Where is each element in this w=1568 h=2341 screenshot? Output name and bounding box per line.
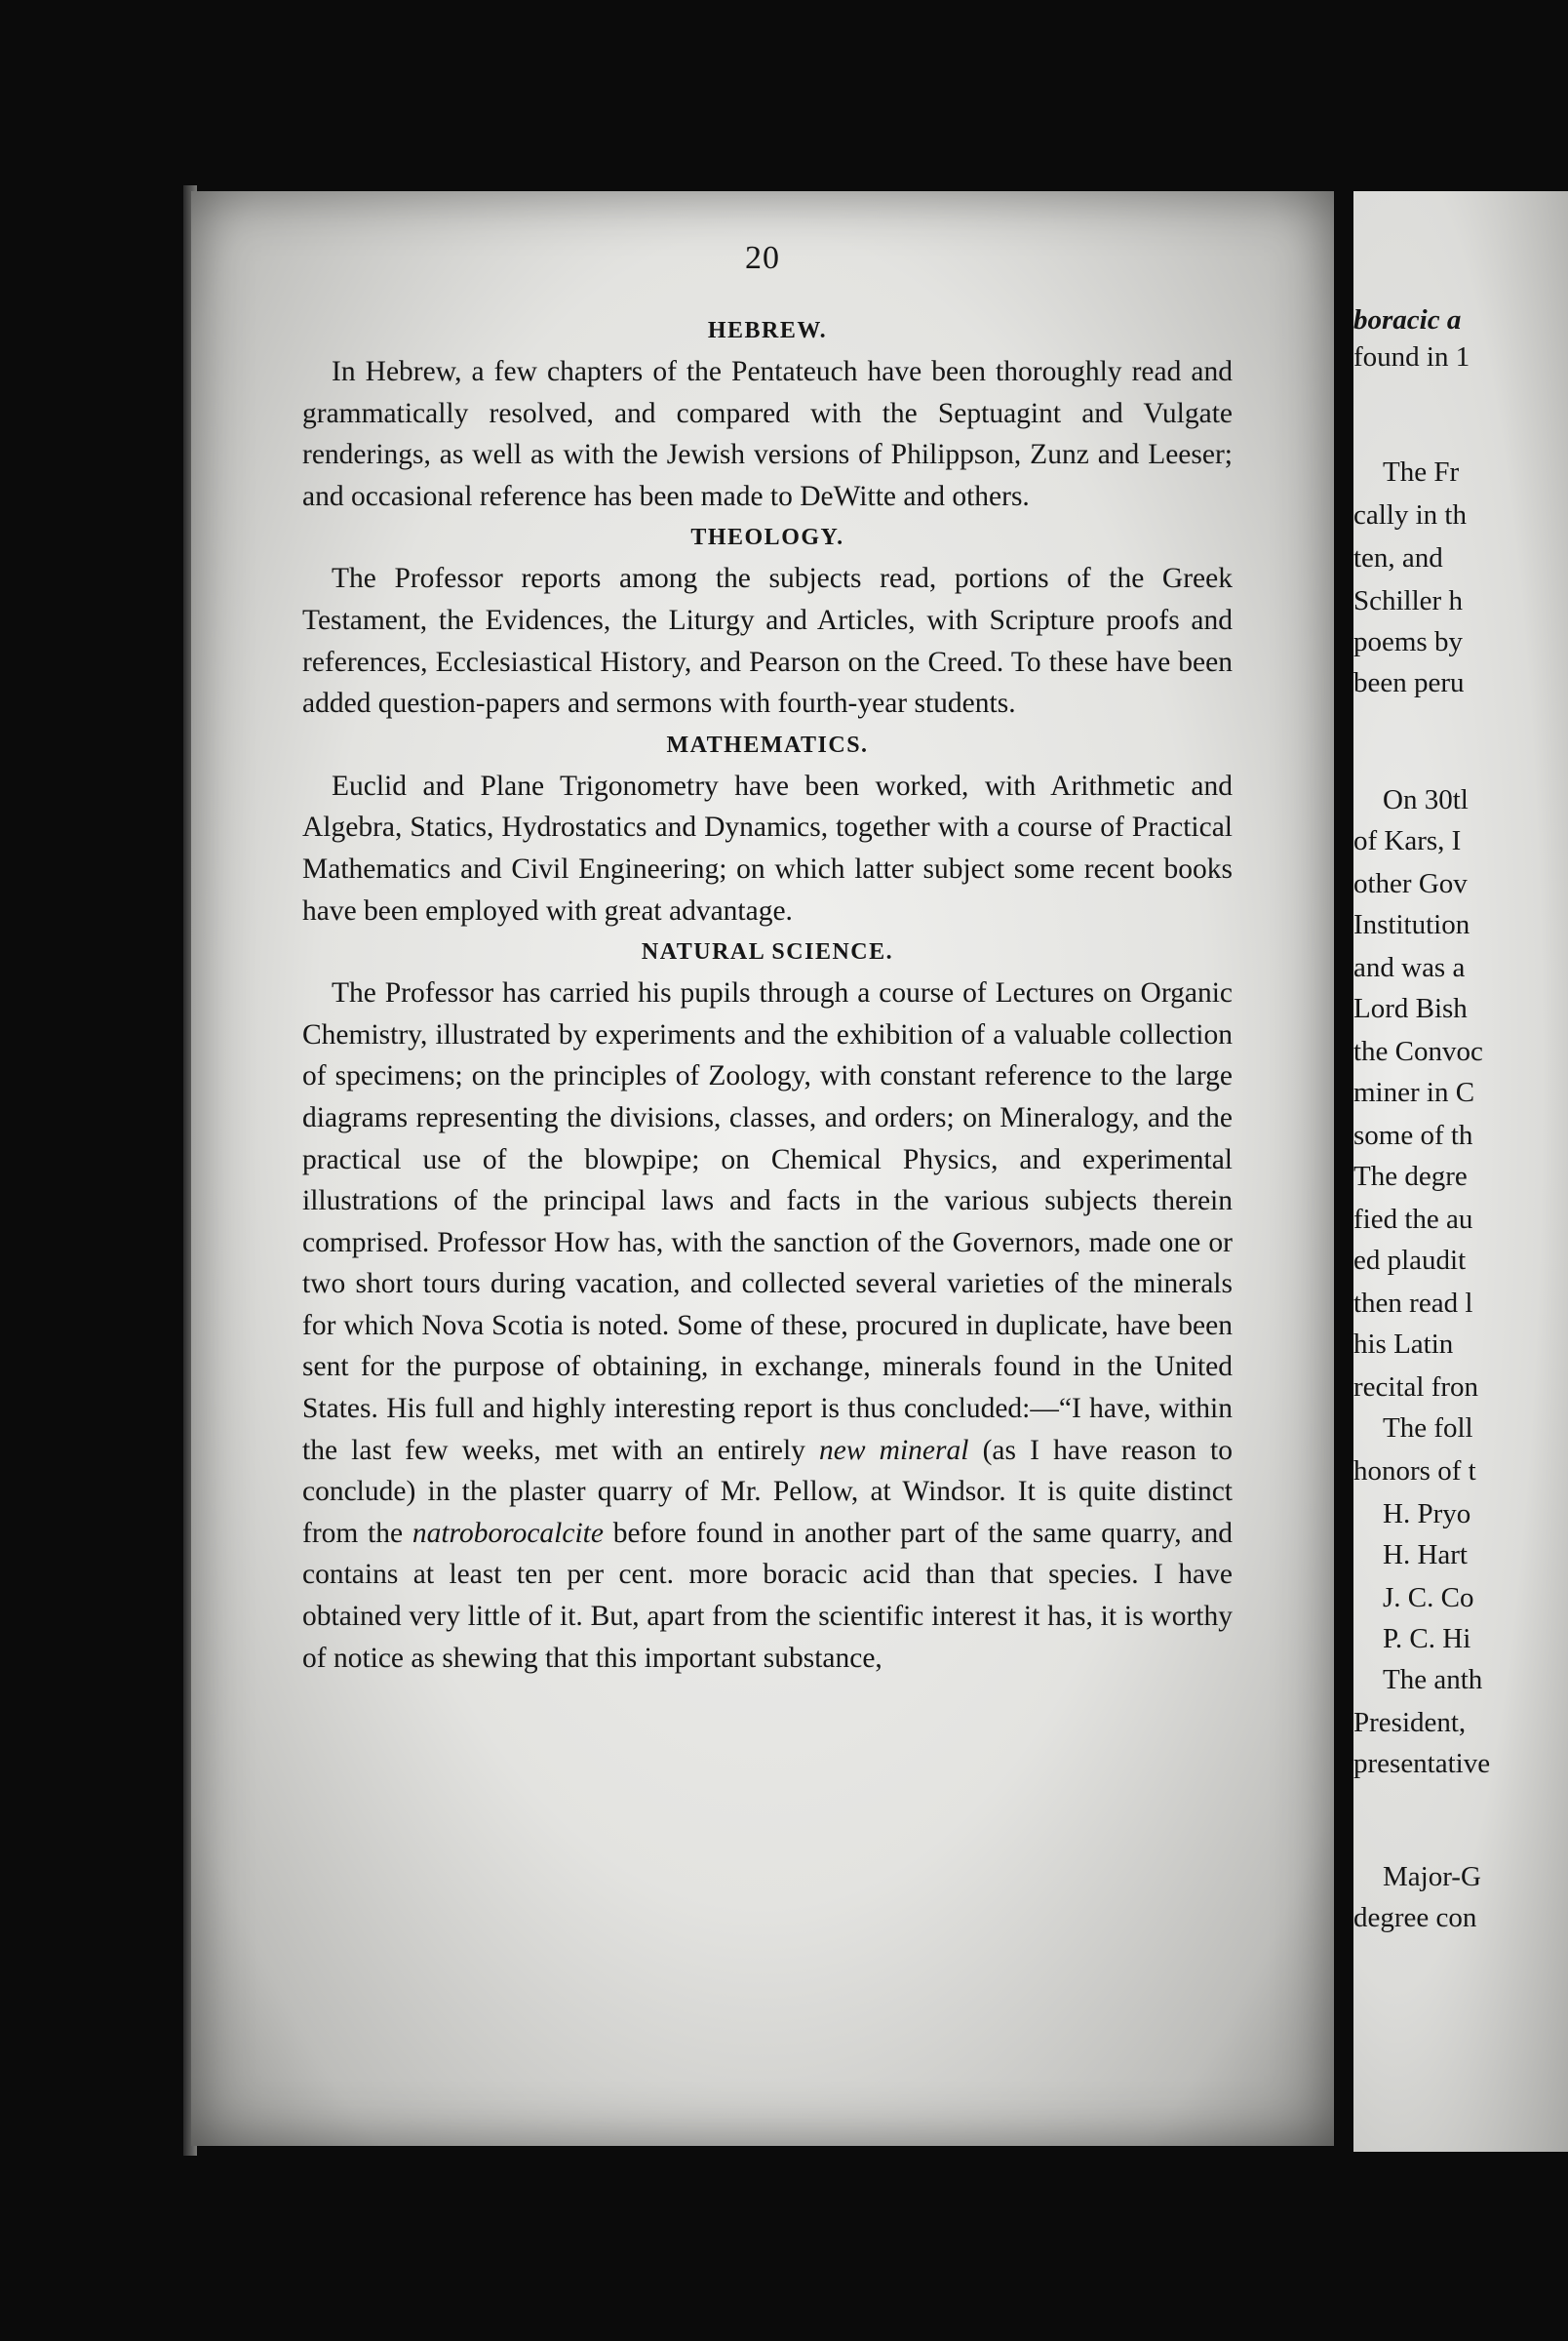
right-page-line: The degre — [1353, 1161, 1468, 1192]
right-page-line: recital fron — [1353, 1371, 1479, 1403]
right-page-line: Schiller h — [1353, 585, 1463, 616]
right-page-line: J. C. Co — [1383, 1582, 1474, 1613]
right-page-line: then read l — [1353, 1288, 1473, 1319]
section-paragraph-hebrew: In Hebrew, a few chapters of the Pentateuch have been thoroughly read and grammatically resolved, and compared with the Septuagint and Vulgate renderings, as well as with the Jewish versions of Philippson, Zunz and Leeser; and occasional reference has been made to DeWitte and others. — [302, 356, 1233, 512]
new-mineral-italic: new mineral — [819, 1434, 969, 1466]
right-page-line: Major-G — [1383, 1861, 1481, 1892]
right-page-line: of Kars, I — [1353, 825, 1462, 856]
page-content — [302, 310, 1233, 1679]
right-page-line: found in 1 — [1353, 341, 1470, 373]
right-page-line: been peru — [1353, 667, 1465, 698]
right-page-fragment — [1353, 191, 1568, 2152]
natural-science-text-1: The Professor has carried his pupils through a course of Lectures on Organic Chemistry, illustrated by experiments and the exhibition of a valuable collection of specimens; on the principles of Zoology, with constant reference to the large diagrams representing the divisions, classes, and orders; on Mineralogy, and the practical use of the blowpipe; on Chemical Physics, and experimental illustrations of the principal laws and facts in the various subjects therein comprised. Professor How has, with the sanction of the Governors, made one or two short tours during vacation, and collected several varieties of the minerals for which Nova Scotia is noted. Some of these, procured in duplicate, have been sent for the purpose of obtaining, in exchange, minerals found in the United States. His full and highly interesting report is thus concluded:—“I have, within the last few weeks, met with an entirely — [302, 977, 1233, 1466]
section-heading-hebrew: HEBREW. — [707, 318, 828, 343]
right-page-line: presentative — [1353, 1748, 1491, 1779]
right-page-line: fied the au — [1353, 1204, 1473, 1235]
right-page-line: miner in C — [1353, 1077, 1475, 1108]
right-page-line: On 30tl — [1383, 784, 1469, 815]
right-page-line: President, — [1353, 1707, 1467, 1738]
page-number: 20 — [745, 240, 780, 276]
right-page-line: ed plaudit — [1353, 1245, 1467, 1276]
right-page-line: The anth — [1383, 1664, 1483, 1695]
natural-science-text-3: before found in another part of the same quarry, and contains at least ten per cent. more boracic acid than that species. I have obtained very little of it. But, apart from the scientific interest it has, it is worthy of notice as shewing that this important substance, — [302, 1517, 1233, 1674]
section-heading-natural-science: NATURAL SCIENCE. — [641, 939, 894, 966]
right-page-line: Lord Bish — [1353, 993, 1468, 1024]
section-heading-theology: THEOLOGY. — [690, 525, 844, 551]
right-page-line: H. Hart — [1383, 1539, 1468, 1570]
right-page-line: other Gov — [1353, 868, 1468, 899]
right-page-line: boracic a — [1353, 304, 1462, 336]
right-page-line: honors of t — [1353, 1455, 1476, 1487]
section-paragraph-theology: The Professor reports among the subjects read, portions of the Greek Testament, the Evidences, the Liturgy and Articles, with Scripture proofs and references, Ecclesiastical History, and Pearson on the Creed. To these have been added question-papers and sermons with fourth-year students. — [302, 563, 1233, 720]
natural-science-text-2: (as I have reason to conclude) in the plaster quarry of Mr. Pellow, at Windsor. It is quite distinct from the — [302, 1434, 1233, 1549]
right-page-line: the Convoc — [1353, 1036, 1483, 1067]
natroborocalcite-italic: natroborocalcite — [412, 1517, 604, 1549]
left-page — [191, 191, 1334, 2146]
right-page-line: his Latin — [1353, 1329, 1454, 1360]
right-page-line: The Fr — [1383, 456, 1460, 488]
right-page-line: poems by — [1353, 626, 1463, 657]
section-paragraph-mathematics: Euclid and Plane Trigonometry have been worked, with Arithmetic and Algebra, Statics, Hydrostatics and Dynamics, together with a course of Practical Mathematics and Civil Engineering; on which latter subject some recent books have been employed with great advantage. — [302, 770, 1233, 927]
section-heading-mathematics: MATHEMATICS. — [666, 732, 869, 758]
right-page-line: Institution — [1353, 909, 1470, 940]
right-page-line: P. C. Hi — [1383, 1623, 1471, 1654]
right-page-line: and was a — [1353, 952, 1466, 983]
section-paragraph-natural-science — [302, 972, 1233, 1679]
right-page-line: degree con — [1353, 1902, 1477, 1933]
right-page-line: cally in th — [1353, 499, 1467, 531]
right-page-line: ten, and — [1353, 542, 1443, 574]
right-page-line: H. Pryo — [1383, 1498, 1471, 1529]
right-page-line: The foll — [1383, 1412, 1473, 1444]
right-page-line: some of th — [1353, 1120, 1473, 1151]
